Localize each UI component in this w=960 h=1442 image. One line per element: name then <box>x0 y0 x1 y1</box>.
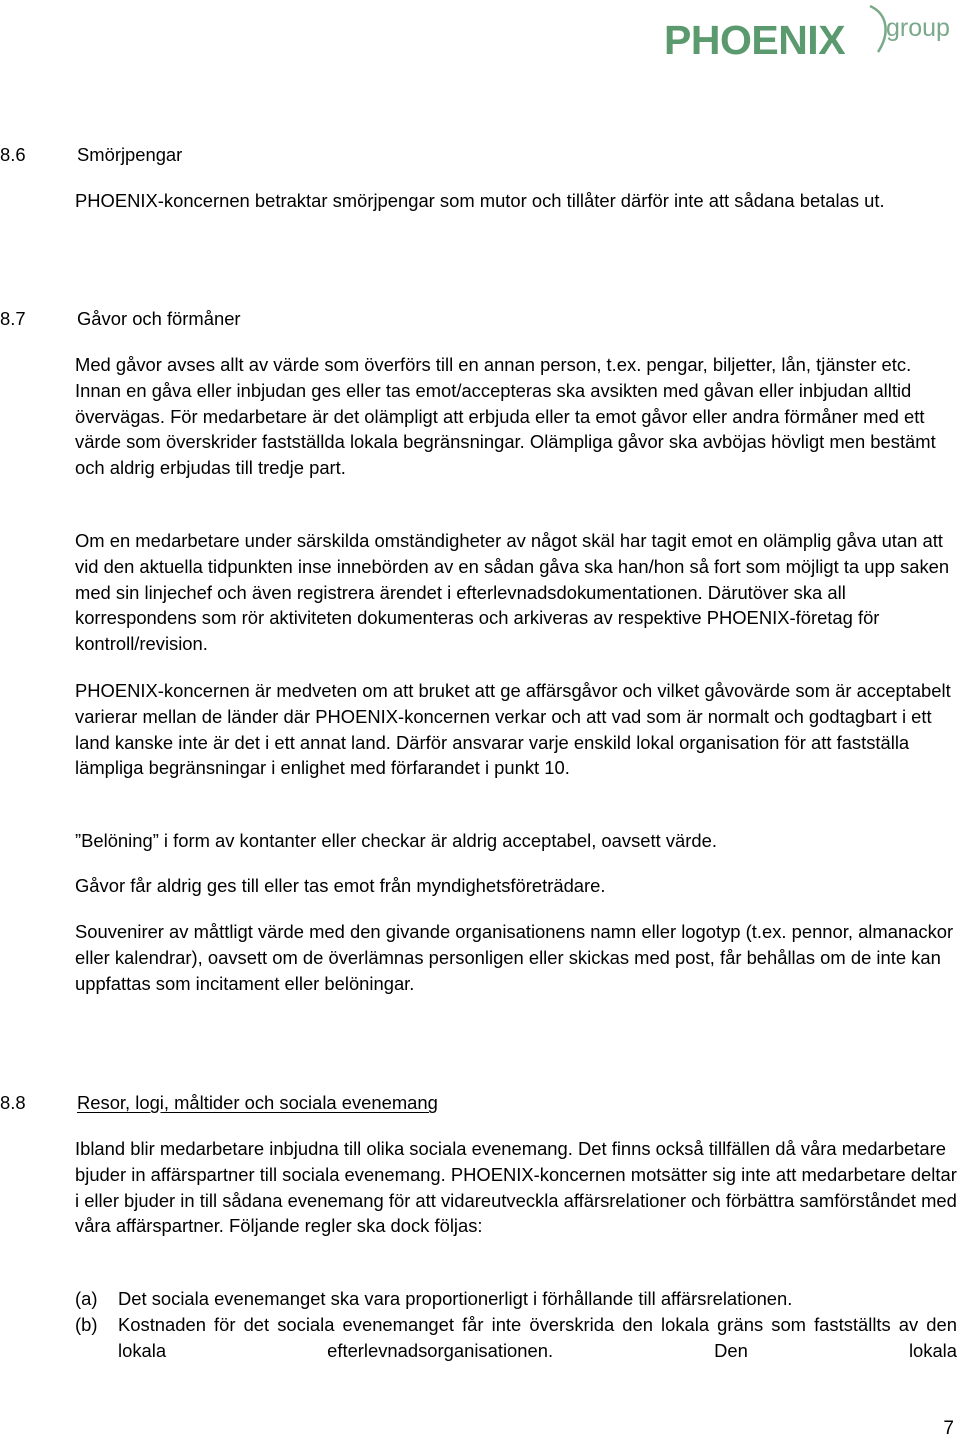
paragraph: PHOENIX-koncernen är medveten om att bruket att ge affärsgåvor och vilket gåvovärde som är acceptabelt varierar mellan de länder där PHOENIX-koncernen verkar och att vad som är normalt och godtagbart i ett land kanske inte är det i ett annat land. Därför ansvarar varje enskild lokal organisation för att fastställa lämpliga begränsningar i enlighet med förfarandet i punkt 10. <box>75 680 951 779</box>
company-logo <box>664 2 958 72</box>
section-title: Smörjpengar <box>77 144 183 165</box>
section-number: 8.6 <box>0 144 26 165</box>
paragraph: Med gåvor avses allt av värde som överförs till en annan person, t.ex. pengar, biljetter, lån, tjänster etc. Innan en gåva eller inbjudan ges eller tas emot/accepteras ska avsikten med gåvan eller inbjudan alltid övervägas. För medarbetare är det olämpligt att erbjuda eller ta emot gåvor eller andra förmåner med ett värde som överskrider fastställda lokala begränsningar. Olämpliga gåvor ska avböjas hövligt men bestämt och aldrig erbjudas till tredje part. <box>75 354 936 479</box>
list-item-text: Kostnaden för det sociala evenemanget får inte överskrida den lokala gräns som fastställts av den lokala efterlevnadsorganisationen. Den lokala <box>118 1314 957 1361</box>
logo-wordmark: PHOENIX <box>664 17 846 63</box>
paragraph: Om en medarbetare under särskilda omständigheter av något skäl har tagit emot en olämplig gåva utan att vid den aktuella tidpunkten inse innebörden av en sådan gåva ska han/hon så fort som möjligt ta upp saken med sin linjechef och även registrera ärendet i efterlevnadsdokumentationen. Därutöver ska all korrespondens som rör aktiviteten dokumenteras och arkiveras av respektive PHOENIX-företag för kontroll/revision. <box>75 530 950 655</box>
list-item <box>75 1312 957 1364</box>
paragraph: ”Belöning” i form av kontanter eller checkar är aldrig acceptabel, oavsett värde. <box>75 830 717 851</box>
logo-subtext: group <box>886 14 950 42</box>
paragraph: Souvenirer av måttligt värde med den givande organisationens namn eller logotyp (t.ex. pennor, almanackor eller kalendrar), oavsett om de överlämnas personligen eller skickas med post, får behållas om de inte kan uppfattas som incitament eller belöningar. <box>75 921 954 994</box>
paragraph: Ibland blir medarbetare inbjudna till olika sociala evenemang. Det finns också tillfällen då våra medarbetare bjuder in affärspartner till sociala evenemang. PHOENIX-koncernen motsätter sig inte att medarbetare deltar i eller bjuder in till sådana evenemang för att vidareutveckla affärsrelationer och förbättra samförståndet med våra affärspartner. Följande regler ska dock följas: <box>75 1138 957 1237</box>
list-marker: (b) <box>75 1314 98 1335</box>
section-title: Resor, logi, måltider och sociala evenemang <box>77 1092 438 1113</box>
list-marker: (a) <box>75 1288 98 1309</box>
page-number: 7 <box>943 1418 954 1439</box>
section-title: Gåvor och förmåner <box>77 308 241 329</box>
paragraph: Gåvor får aldrig ges till eller tas emot från myndighetsföreträdare. <box>75 875 606 896</box>
section-number: 8.7 <box>0 308 26 329</box>
section-number: 8.8 <box>0 1092 26 1113</box>
paragraph: PHOENIX-koncernen betraktar smörjpengar som mutor och tillåter därför inte att sådana betalas ut. <box>75 190 885 211</box>
list-item-text: Det sociala evenemanget ska vara proportionerligt i förhållande till affärsrelationen. <box>118 1288 793 1309</box>
list-item <box>75 1286 957 1312</box>
